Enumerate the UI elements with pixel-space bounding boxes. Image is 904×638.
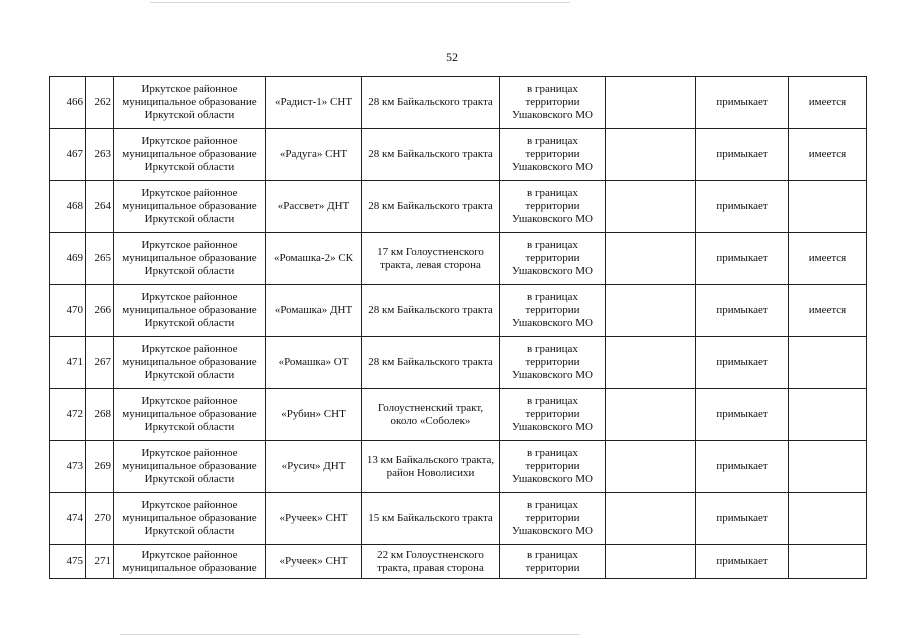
- row-number-cell: 466: [50, 77, 86, 129]
- location-cell: Голоустненский тракт, около «Соболек»: [362, 389, 500, 441]
- location-cell: 15 км Байкальского тракта: [362, 493, 500, 545]
- extra-cell: [606, 441, 696, 493]
- table-row: [50, 77, 867, 129]
- municipality-cell: Иркутское районное муниципальное образование Иркутской области: [114, 441, 266, 493]
- row-number-cell: 469: [50, 233, 86, 285]
- municipality-cell: Иркутское районное муниципальное образование Иркутской области: [114, 233, 266, 285]
- extra-cell: [606, 545, 696, 579]
- municipality-cell: Иркутское районное муниципальное образование Иркутской области: [114, 129, 266, 181]
- adjacency-cell: примыкает: [696, 337, 789, 389]
- page-number: 52: [446, 50, 458, 64]
- row-subnumber-cell: 269: [86, 441, 114, 493]
- table-row: [50, 545, 867, 579]
- extra-cell: [606, 233, 696, 285]
- row-subnumber-cell: 268: [86, 389, 114, 441]
- row-number-cell: 473: [50, 441, 86, 493]
- row-subnumber-cell: 266: [86, 285, 114, 337]
- municipality-cell: Иркутское районное муниципальное образование Иркутской области: [114, 77, 266, 129]
- adjacency-cell: примыкает: [696, 181, 789, 233]
- adjacency-cell: примыкает: [696, 441, 789, 493]
- row-subnumber-cell: 263: [86, 129, 114, 181]
- name-cell: «Радист-1» СНТ: [266, 77, 362, 129]
- table-row: [50, 493, 867, 545]
- presence-cell: [789, 493, 867, 545]
- municipality-cell: Иркутское районное муниципальное образование Иркутской области: [114, 389, 266, 441]
- name-cell: «Рассвет» ДНТ: [266, 181, 362, 233]
- municipality-cell: Иркутское районное муниципальное образование Иркутской области: [114, 181, 266, 233]
- presence-cell: [789, 181, 867, 233]
- boundary-cell: в границах территории Ушаковского МО: [500, 337, 606, 389]
- extra-cell: [606, 77, 696, 129]
- location-cell: 28 км Байкальского тракта: [362, 129, 500, 181]
- adjacency-cell: примыкает: [696, 493, 789, 545]
- table-row: [50, 129, 867, 181]
- registry-table: [49, 76, 867, 579]
- row-subnumber-cell: 267: [86, 337, 114, 389]
- row-number-cell: 472: [50, 389, 86, 441]
- row-number-cell: 468: [50, 181, 86, 233]
- name-cell: «Ромашка» ДНТ: [266, 285, 362, 337]
- adjacency-cell: примыкает: [696, 285, 789, 337]
- scan-edge-top: [150, 2, 570, 3]
- adjacency-cell: примыкает: [696, 545, 789, 579]
- boundary-cell: в границах территории Ушаковского МО: [500, 285, 606, 337]
- name-cell: «Рубин» СНТ: [266, 389, 362, 441]
- extra-cell: [606, 389, 696, 441]
- name-cell: «Ручеек» СНТ: [266, 493, 362, 545]
- table-row: [50, 233, 867, 285]
- extra-cell: [606, 129, 696, 181]
- table-row: [50, 389, 867, 441]
- presence-cell: [789, 545, 867, 579]
- extra-cell: [606, 285, 696, 337]
- presence-cell: [789, 441, 867, 493]
- row-number-cell: 471: [50, 337, 86, 389]
- row-subnumber-cell: 265: [86, 233, 114, 285]
- registry-table-body: [50, 77, 867, 579]
- row-number-cell: 467: [50, 129, 86, 181]
- location-cell: 28 км Байкальского тракта: [362, 337, 500, 389]
- municipality-cell: Иркутское районное муниципальное образование Иркутской области: [114, 493, 266, 545]
- adjacency-cell: примыкает: [696, 233, 789, 285]
- scan-edge-bottom: [120, 634, 580, 635]
- adjacency-cell: примыкает: [696, 389, 789, 441]
- boundary-cell: в границах территории: [500, 545, 606, 579]
- presence-cell: имеется: [789, 233, 867, 285]
- location-cell: 28 км Байкальского тракта: [362, 285, 500, 337]
- location-cell: 28 км Байкальского тракта: [362, 181, 500, 233]
- presence-cell: имеется: [789, 77, 867, 129]
- extra-cell: [606, 337, 696, 389]
- presence-cell: имеется: [789, 285, 867, 337]
- boundary-cell: в границах территории Ушаковского МО: [500, 77, 606, 129]
- table-row: [50, 181, 867, 233]
- adjacency-cell: примыкает: [696, 77, 789, 129]
- name-cell: «Русич» ДНТ: [266, 441, 362, 493]
- boundary-cell: в границах территории Ушаковского МО: [500, 233, 606, 285]
- location-cell: 22 км Голоустненского тракта, правая сторона: [362, 545, 500, 579]
- boundary-cell: в границах территории Ушаковского МО: [500, 181, 606, 233]
- row-subnumber-cell: 262: [86, 77, 114, 129]
- row-subnumber-cell: 270: [86, 493, 114, 545]
- boundary-cell: в границах территории Ушаковского МО: [500, 441, 606, 493]
- presence-cell: [789, 389, 867, 441]
- name-cell: «Радуга» СНТ: [266, 129, 362, 181]
- name-cell: «Ромашка-2» СК: [266, 233, 362, 285]
- row-subnumber-cell: 264: [86, 181, 114, 233]
- boundary-cell: в границах территории Ушаковского МО: [500, 389, 606, 441]
- location-cell: 28 км Байкальского тракта: [362, 77, 500, 129]
- table-row: [50, 337, 867, 389]
- municipality-cell: Иркутское районное муниципальное образование Иркутской области: [114, 285, 266, 337]
- table-row: [50, 441, 867, 493]
- municipality-cell: Иркутское районное муниципальное образование: [114, 545, 266, 579]
- row-number-cell: 475: [50, 545, 86, 579]
- row-number-cell: 470: [50, 285, 86, 337]
- row-number-cell: 474: [50, 493, 86, 545]
- municipality-cell: Иркутское районное муниципальное образование Иркутской области: [114, 337, 266, 389]
- extra-cell: [606, 493, 696, 545]
- boundary-cell: в границах территории Ушаковского МО: [500, 129, 606, 181]
- extra-cell: [606, 181, 696, 233]
- name-cell: «Ромашка» ОТ: [266, 337, 362, 389]
- location-cell: 13 км Байкальского тракта, район Новолисихи: [362, 441, 500, 493]
- presence-cell: имеется: [789, 129, 867, 181]
- boundary-cell: в границах территории Ушаковского МО: [500, 493, 606, 545]
- row-subnumber-cell: 271: [86, 545, 114, 579]
- location-cell: 17 км Голоустненского тракта, левая сторона: [362, 233, 500, 285]
- table-row: [50, 285, 867, 337]
- adjacency-cell: примыкает: [696, 129, 789, 181]
- name-cell: «Ручеек» СНТ: [266, 545, 362, 579]
- presence-cell: [789, 337, 867, 389]
